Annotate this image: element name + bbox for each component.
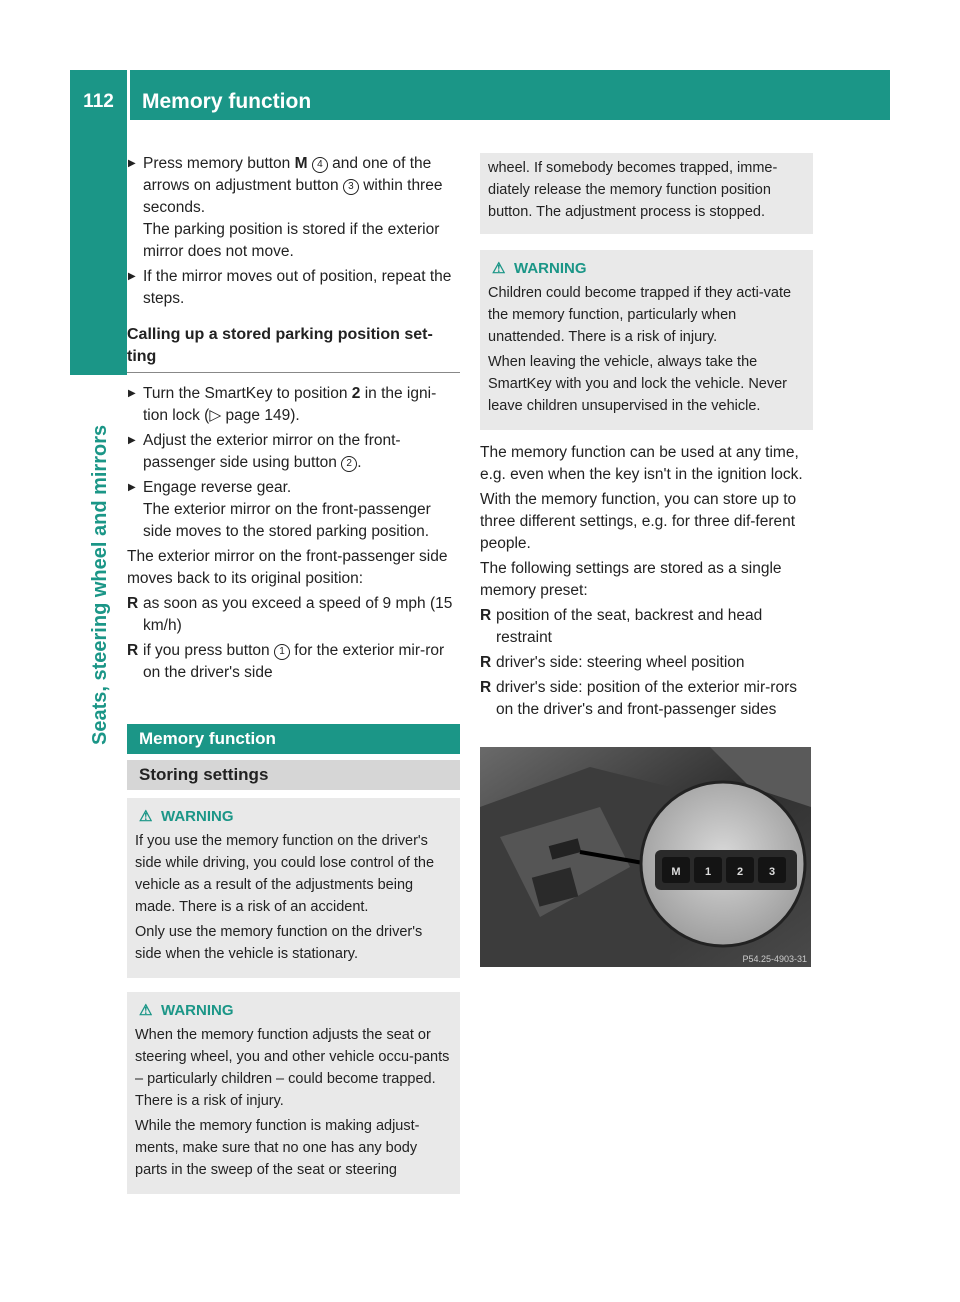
image-code: P54.25-4903-31 <box>742 954 807 964</box>
warning-box <box>480 250 813 430</box>
bullet-icon: R <box>480 654 492 671</box>
bullet-icon: R <box>480 607 492 624</box>
step-arrow-icon: ▶ <box>128 482 136 493</box>
list-item: R position of the seat, backrest and head restraint <box>480 607 763 646</box>
step-result: The exterior mirror on the front-passenger side moves to the stored parking position. <box>143 501 431 540</box>
warning-text: While the memory function is making adjust-ments, make sure that no one has any body parts in the sweep of the seat or steering <box>135 1118 420 1178</box>
right-column <box>480 153 813 724</box>
step-arrow-icon: ▶ <box>128 271 136 282</box>
warning-triangle-icon: ⚠ <box>139 1002 153 1019</box>
chapter-tab <box>70 120 127 375</box>
warning-text: wheel. If somebody becomes trapped, imme-diately release the memory function position button. The adjustment process is stopped. <box>488 160 778 220</box>
warning-text: When leaving the vehicle, always take the SmartKey with you and lock the vehicle. Never leave children unsupervised in the vehicle. <box>488 354 787 414</box>
warning-heading: ⚠ WARNING <box>135 1000 452 1022</box>
section-heading: Calling up a stored parking position set-ting <box>127 324 460 373</box>
memory-button-1: 1 <box>704 866 712 878</box>
warning-text: Children could become trapped if they acti-vate the memory function, particularly when unattended. There is a risk of injury. <box>488 285 792 345</box>
subsection-title: Storing settings <box>127 760 460 790</box>
memory-button-3: 3 <box>768 866 776 878</box>
list-item: R driver's side: steering wheel position <box>480 652 813 674</box>
instruction-step: ▶ Engage reverse gear. The exterior mirror on the front-passenger side moves to the stored parking position. <box>127 477 460 543</box>
indicator-4-icon: 4 <box>312 157 328 173</box>
indicator-1-icon: 1 <box>274 644 290 660</box>
bullet-icon: R <box>127 595 139 612</box>
bullet-icon: R <box>127 642 139 659</box>
warning-box <box>127 798 460 978</box>
instruction-step: ▶ Turn the SmartKey to position 2 in the igni-tion lock (▷ page 149). <box>128 385 437 424</box>
instruction-step: ▶ If the mirror moves out of position, repeat the steps. <box>128 268 452 307</box>
memory-button-2: 2 <box>736 866 744 878</box>
step-arrow-icon: ▶ <box>128 388 136 399</box>
section-title: Memory function <box>127 724 460 754</box>
door-panel-illustration <box>480 747 811 967</box>
indicator-3-icon: 3 <box>343 179 359 195</box>
body-paragraph: With the memory function, you can store up to three different settings, e.g. for three dif-ferent people. <box>480 491 797 552</box>
page-header <box>70 70 890 120</box>
warning-continuation <box>480 153 813 234</box>
step-arrow-icon: ▶ <box>128 158 136 169</box>
body-paragraph: The following settings are stored as a single memory preset: <box>480 560 782 599</box>
step-arrow-icon: ▶ <box>128 435 136 446</box>
warning-box <box>127 992 460 1194</box>
memory-button-m: M <box>671 866 681 878</box>
list-item: R as soon as you exceed a speed of 9 mph (15 km/h) <box>127 595 453 634</box>
list-item: R driver's side: position of the exterior mir-rors on the driver's and front-passenger sides <box>480 679 798 718</box>
memory-buttons-photo <box>480 747 811 967</box>
body-paragraph: The memory function can be used at any time, e.g. even when the key isn't in the ignition lock. <box>480 444 803 483</box>
page-title: Memory function <box>142 90 312 113</box>
warning-text: Only use the memory function on the driver's side when the vehicle is stationary. <box>135 924 423 962</box>
warning-heading: ⚠ WARNING <box>135 806 452 828</box>
warning-triangle-icon: ⚠ <box>492 260 506 277</box>
body-paragraph: The exterior mirror on the front-passenger side moves back to its original position: <box>127 548 448 587</box>
warning-heading: ⚠ WARNING <box>488 258 805 280</box>
instruction-step: ▶ Press memory button M 4 and one of the arrows on adjustment button 3 within three seconds. The parking position is stored if the exterior mirror does not move. <box>127 153 460 263</box>
warning-text: If you use the memory function on the driver's side while driving, you could lose control of the vehicle as a result of the adjustments being made. There is a risk of an accident. <box>135 833 435 915</box>
instruction-step: ▶ Adjust the exterior mirror on the front-passenger side using button 2 . <box>128 432 401 471</box>
list-item: R if you press button 1 for the exterior mir-ror on the driver's side <box>127 642 445 681</box>
warning-triangle-icon: ⚠ <box>139 808 153 825</box>
warning-text: When the memory function adjusts the seat or steering wheel, you and other vehicle occu-pants – particularly children – could become trapped. There is a risk of injury. <box>135 1027 450 1109</box>
chapter-title: Seats, steering wheel and mirrors <box>89 424 111 745</box>
left-column <box>127 153 460 1194</box>
step-result: The parking position is stored if the exterior mirror does not move. <box>143 221 440 260</box>
indicator-2-icon: 2 <box>341 456 357 472</box>
page-number: 112 <box>83 91 114 112</box>
bullet-icon: R <box>480 679 492 696</box>
header-divider <box>127 70 130 120</box>
